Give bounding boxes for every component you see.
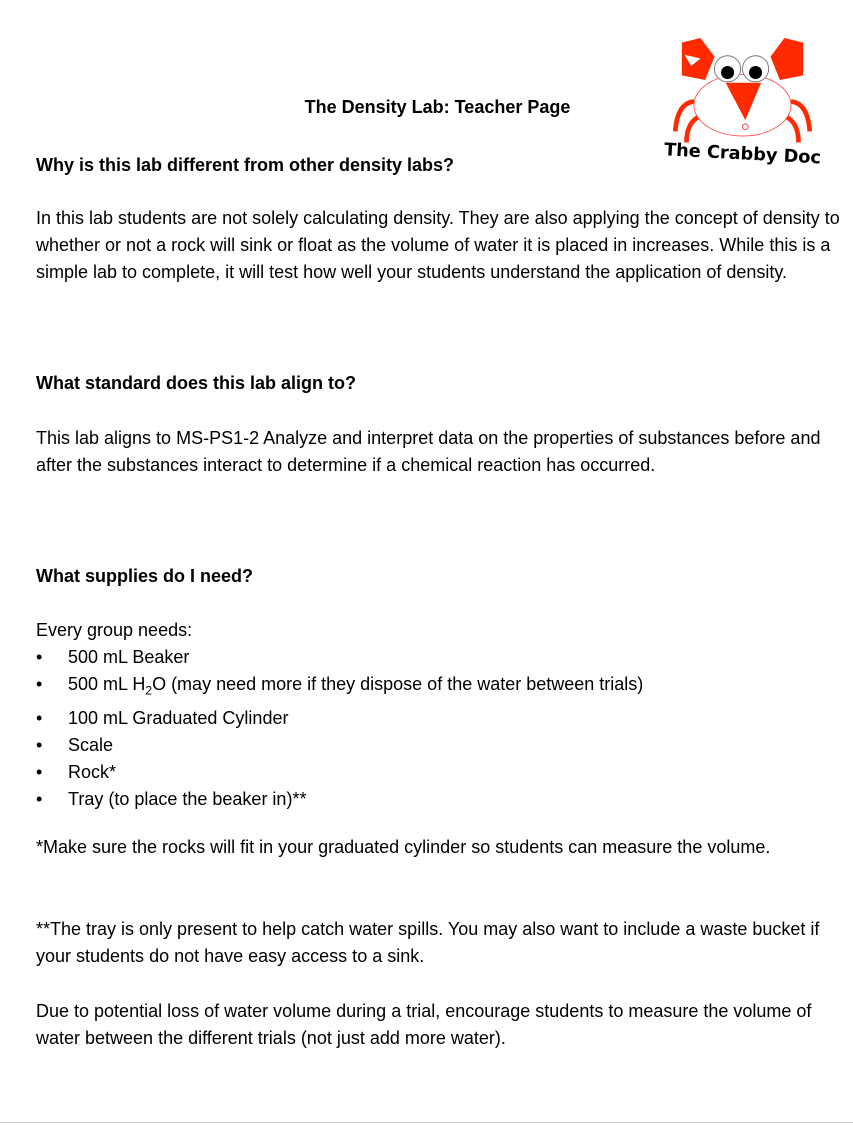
item-text: O (may need more if they dispose of the water between trials) <box>152 674 644 694</box>
section-heading: What supplies do I need? <box>36 566 254 586</box>
list-item: • 100 mL Graduated Cylinder <box>36 705 846 732</box>
note: *Make sure the rocks will fit in your graduated cylinder so students can measure the volume. <box>36 837 771 857</box>
section-heading: What standard does this lab align to? <box>36 373 357 393</box>
list-item: • Tray (to place the beaker in)** <box>36 786 846 813</box>
section-body: In this lab students are not solely calculating density. They are also applying the concept of density to whether or not a rock will sink or float as the volume of water it is placed in increases. While this is a simple lab to complete, it will test how well your students understand the application of density. <box>36 208 840 282</box>
logo-text: The Crabby Doc <box>663 140 822 169</box>
section-heading: Why is this lab different from other density labs? <box>36 155 455 175</box>
subscript: 2 <box>145 683 153 698</box>
page-divider <box>0 1122 853 1123</box>
list-item <box>36 671 846 705</box>
note: **The tray is only present to help catch water spills. You may also want to include a waste bucket if your students do not have easy access to a sink. <box>36 919 820 966</box>
list-item: • Rock* <box>36 759 846 786</box>
note: Due to potential loss of water volume during a trial, encourage students to measure the volume of water between the different trials (not just add more water). <box>36 1001 812 1048</box>
list-item: • 500 mL Beaker <box>36 644 846 671</box>
item-text: 500 mL H <box>68 674 146 694</box>
supplies-list <box>36 644 846 813</box>
page-title: The Density Lab: Teacher Page <box>304 97 571 117</box>
list-item: • Scale <box>36 732 846 759</box>
section-body: This lab aligns to MS-PS1-2 Analyze and interpret data on the properties of substances before and after the substances interact to determine if a chemical reaction has occurred. <box>36 428 821 475</box>
supplies-intro: Every group needs: <box>36 620 193 640</box>
